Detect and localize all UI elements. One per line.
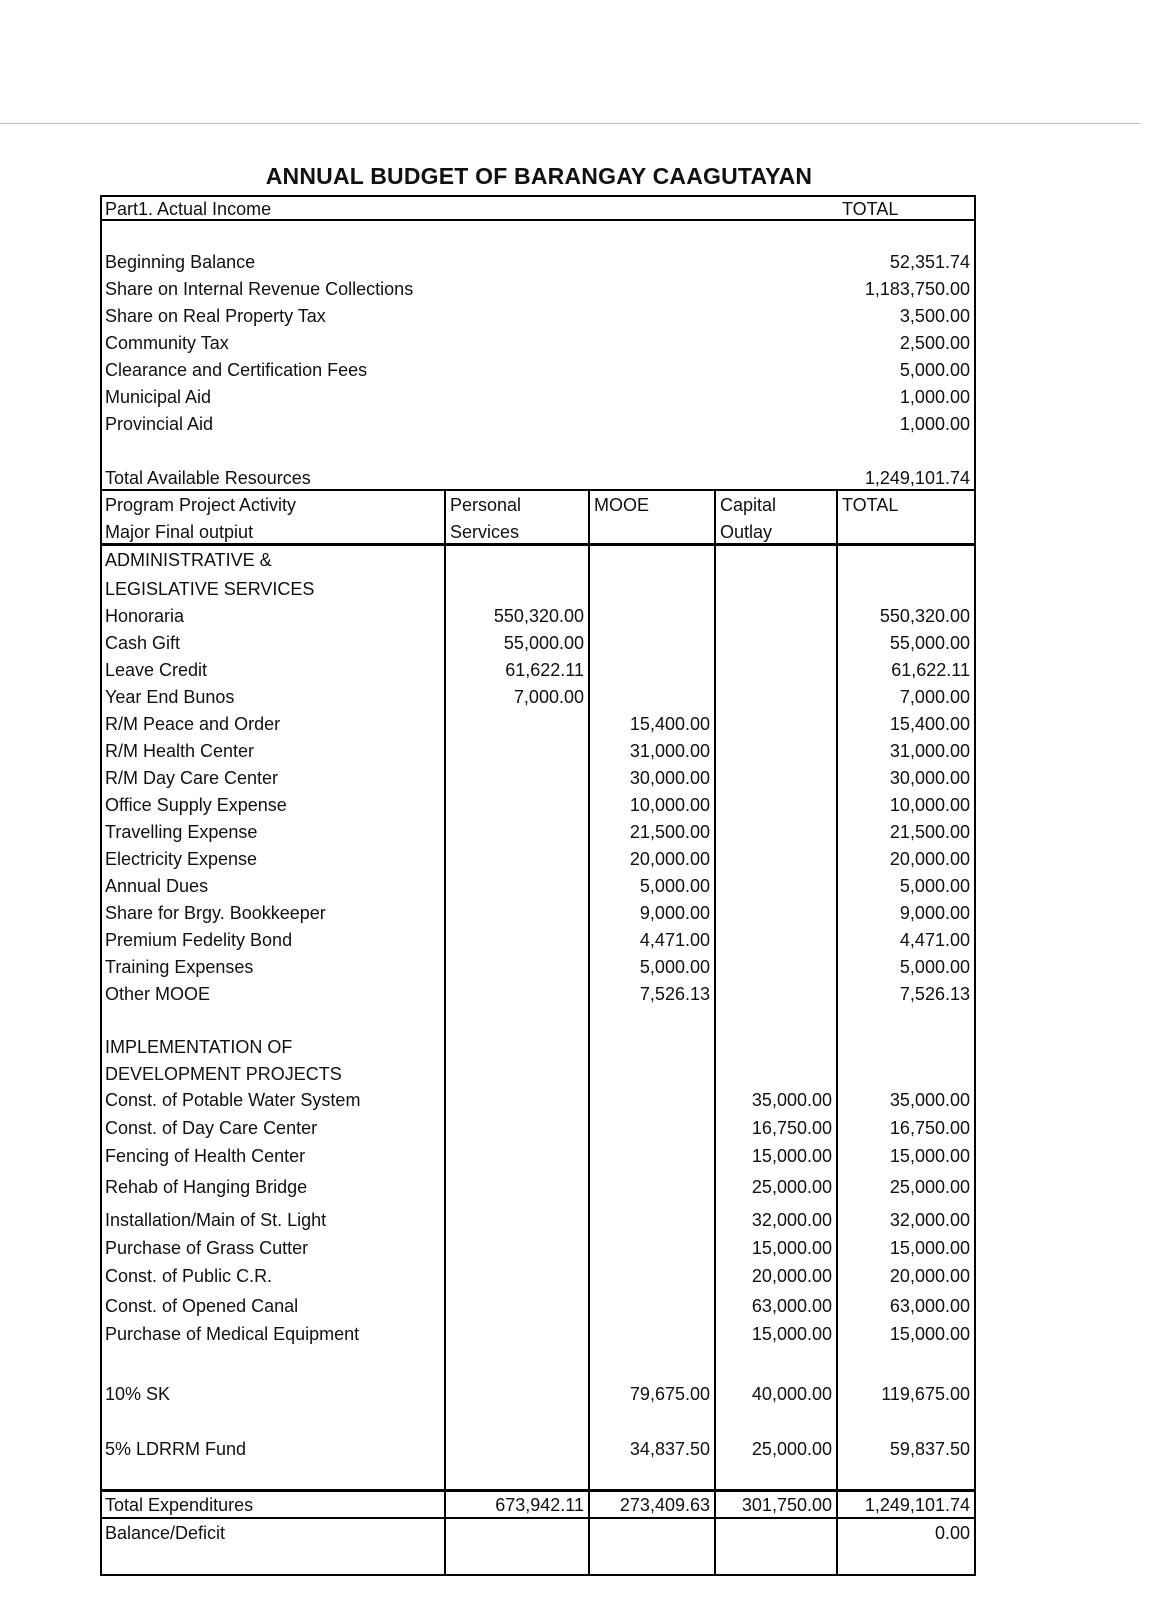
ppa-header-sub: Major Final outpiut (105, 522, 254, 542)
item-label: Travelling Expense (105, 822, 258, 842)
impl-heading-line2: DEVELOPMENT PROJECTS (105, 1064, 342, 1084)
item-total: 4,471.00 (899, 930, 970, 950)
project-label: Rehab of Hanging Bridge (105, 1177, 308, 1197)
project-co: 32,000.00 (751, 1210, 832, 1230)
project-label: Const. of Public C.R. (105, 1266, 273, 1286)
col-divider-ps (444, 489, 446, 1576)
project-co: 63,000.00 (751, 1296, 832, 1316)
ps-header: Personal (450, 495, 522, 515)
item-total: 55,000.00 (889, 633, 970, 653)
item-label: Office Supply Expense (105, 795, 287, 815)
balance-total: 0.00 (934, 1523, 970, 1543)
item-ps: 61,622.11 (505, 660, 584, 680)
sk-total: 119,675.00 (881, 1384, 970, 1404)
sk-label: 10% SK (105, 1384, 171, 1404)
total-exp-ps: 673,942.11 (495, 1495, 584, 1515)
item-total: 10,000.00 (889, 795, 970, 815)
item-total: 9,000.00 (899, 903, 970, 923)
co-header-sub: Outlay (720, 522, 773, 542)
income-label: Share on Real Property Tax (105, 306, 326, 326)
income-total: 1,183,750.00 (864, 279, 970, 299)
item-total: 15,400.00 (889, 714, 970, 734)
project-co: 15,000.00 (751, 1324, 832, 1344)
project-co: 35,000.00 (751, 1090, 832, 1110)
mooe-header: MOOE (594, 495, 650, 515)
total-exp-co: 301,750.00 (741, 1495, 832, 1515)
income-label: Clearance and Certification Fees (105, 360, 368, 380)
ldrrm-mooe: 34,837.50 (629, 1439, 710, 1459)
item-total: 5,000.00 (899, 957, 970, 977)
item-total: 550,320.00 (879, 606, 970, 626)
co-header: Capital (720, 495, 777, 515)
page-title: ANNUAL BUDGET OF BARANGAY CAAGUTAYAN (265, 163, 813, 189)
item-label: Honoraria (105, 606, 185, 626)
total-exp-label: Total Expenditures (105, 1495, 254, 1515)
project-label: Const. of Opened Canal (105, 1296, 299, 1316)
col-divider-co (714, 489, 716, 1576)
income-label: Beginning Balance (105, 252, 256, 272)
item-label: R/M Day Care Center (105, 768, 279, 788)
item-mooe: 20,000.00 (629, 849, 710, 869)
income-label: Community Tax (105, 333, 229, 353)
item-label: Training Expenses (105, 957, 254, 977)
income-total: 52,351.74 (889, 252, 970, 272)
project-label: Installation/Main of St. Light (105, 1210, 327, 1230)
total-exp-mooe: 273,409.63 (619, 1495, 710, 1515)
total-resources-label: Total Available Resources (105, 468, 311, 488)
item-mooe: 7,526.13 (639, 984, 710, 1004)
part1-header-label: Part1. Actual Income (105, 199, 272, 219)
income-total: 2,500.00 (899, 333, 970, 353)
item-total: 30,000.00 (889, 768, 970, 788)
total-header: TOTAL (842, 495, 899, 515)
item-total: 5,000.00 (899, 876, 970, 896)
item-ps: 55,000.00 (503, 633, 584, 653)
item-total: 20,000.00 (889, 849, 970, 869)
balance-label: Balance/Deficit (105, 1523, 226, 1543)
scan-edge-line (0, 123, 1140, 124)
item-label: R/M Health Center (105, 741, 255, 761)
item-label: Year End Bunos (105, 687, 235, 707)
ppa-header: Program Project Activity (105, 495, 297, 515)
income-label: Share on Internal Revenue Collections (105, 279, 414, 299)
item-total: 21,500.00 (889, 822, 970, 842)
project-total: 32,000.00 (889, 1210, 970, 1230)
col-divider-mooe (588, 489, 590, 1576)
project-co: 15,000.00 (751, 1238, 832, 1258)
item-total: 7,526.13 (899, 984, 970, 1004)
impl-heading-line1: IMPLEMENTATION OF (105, 1037, 293, 1057)
item-mooe: 5,000.00 (639, 876, 710, 896)
balance-top-rule (102, 1517, 974, 1519)
item-mooe: 5,000.00 (639, 957, 710, 977)
item-ps: 550,320.00 (493, 606, 584, 626)
project-co: 25,000.00 (751, 1177, 832, 1197)
project-label: Const. of Day Care Center (105, 1118, 318, 1138)
income-total: 3,500.00 (899, 306, 970, 326)
income-total: 5,000.00 (899, 360, 970, 380)
project-co: 20,000.00 (751, 1266, 832, 1286)
project-label: Const. of Potable Water System (105, 1090, 361, 1110)
item-label: Electricity Expense (105, 849, 258, 869)
ldrrm-label: 5% LDRRM Fund (105, 1439, 247, 1459)
totals-top-rule (102, 1489, 974, 1492)
income-label: Provincial Aid (105, 414, 214, 434)
item-total: 7,000.00 (899, 687, 970, 707)
sk-mooe: 79,675.00 (629, 1384, 710, 1404)
item-mooe: 10,000.00 (629, 795, 710, 815)
income-label: Municipal Aid (105, 387, 212, 407)
project-total: 63,000.00 (889, 1296, 970, 1316)
item-mooe: 21,500.00 (629, 822, 710, 842)
col-divider-total (836, 489, 838, 1576)
income-total: 1,000.00 (899, 387, 970, 407)
item-label: Premium Fedelity Bond (105, 930, 293, 950)
item-mooe: 30,000.00 (629, 768, 710, 788)
total-exp-total: 1,249,101.74 (864, 1495, 970, 1515)
total-resources-value: 1,249,101.74 (864, 468, 970, 488)
item-mooe: 31,000.00 (629, 741, 710, 761)
income-total: 1,000.00 (899, 414, 970, 434)
ldrrm-total: 59,837.50 (889, 1439, 970, 1459)
item-label: Share for Brgy. Bookkeeper (105, 903, 326, 923)
item-label: Annual Dues (105, 876, 209, 896)
project-co: 16,750.00 (751, 1118, 832, 1138)
item-label: Other MOOE (105, 984, 211, 1004)
project-total: 16,750.00 (889, 1118, 970, 1138)
project-total: 20,000.00 (889, 1266, 970, 1286)
item-label: R/M Peace and Order (105, 714, 281, 734)
project-total: 15,000.00 (889, 1146, 970, 1166)
ldrrm-co: 25,000.00 (751, 1439, 832, 1459)
item-ps: 7,000.00 (513, 687, 584, 707)
sk-co: 40,000.00 (751, 1384, 832, 1404)
admin-heading-line2: LEGISLATIVE SERVICES (105, 579, 315, 599)
part1-header-total: TOTAL (842, 199, 899, 219)
ps-header-sub: Services (450, 522, 520, 542)
project-total: 35,000.00 (889, 1090, 970, 1110)
project-co: 15,000.00 (751, 1146, 832, 1166)
item-total: 31,000.00 (889, 741, 970, 761)
item-mooe: 4,471.00 (639, 930, 710, 950)
item-total: 61,622.11 (891, 660, 970, 680)
project-label: Fencing of Health Center (105, 1146, 306, 1166)
project-total: 15,000.00 (889, 1238, 970, 1258)
budget-table (100, 195, 976, 1576)
project-total: 25,000.00 (889, 1177, 970, 1197)
project-total: 15,000.00 (889, 1324, 970, 1344)
project-label: Purchase of Grass Cutter (105, 1238, 309, 1258)
item-label: Cash Gift (105, 633, 181, 653)
item-label: Leave Credit (105, 660, 208, 680)
admin-heading-line1: ADMINISTRATIVE & (105, 550, 272, 570)
item-mooe: 9,000.00 (639, 903, 710, 923)
item-mooe: 15,400.00 (629, 714, 710, 734)
project-label: Purchase of Medical Equipment (105, 1324, 360, 1344)
